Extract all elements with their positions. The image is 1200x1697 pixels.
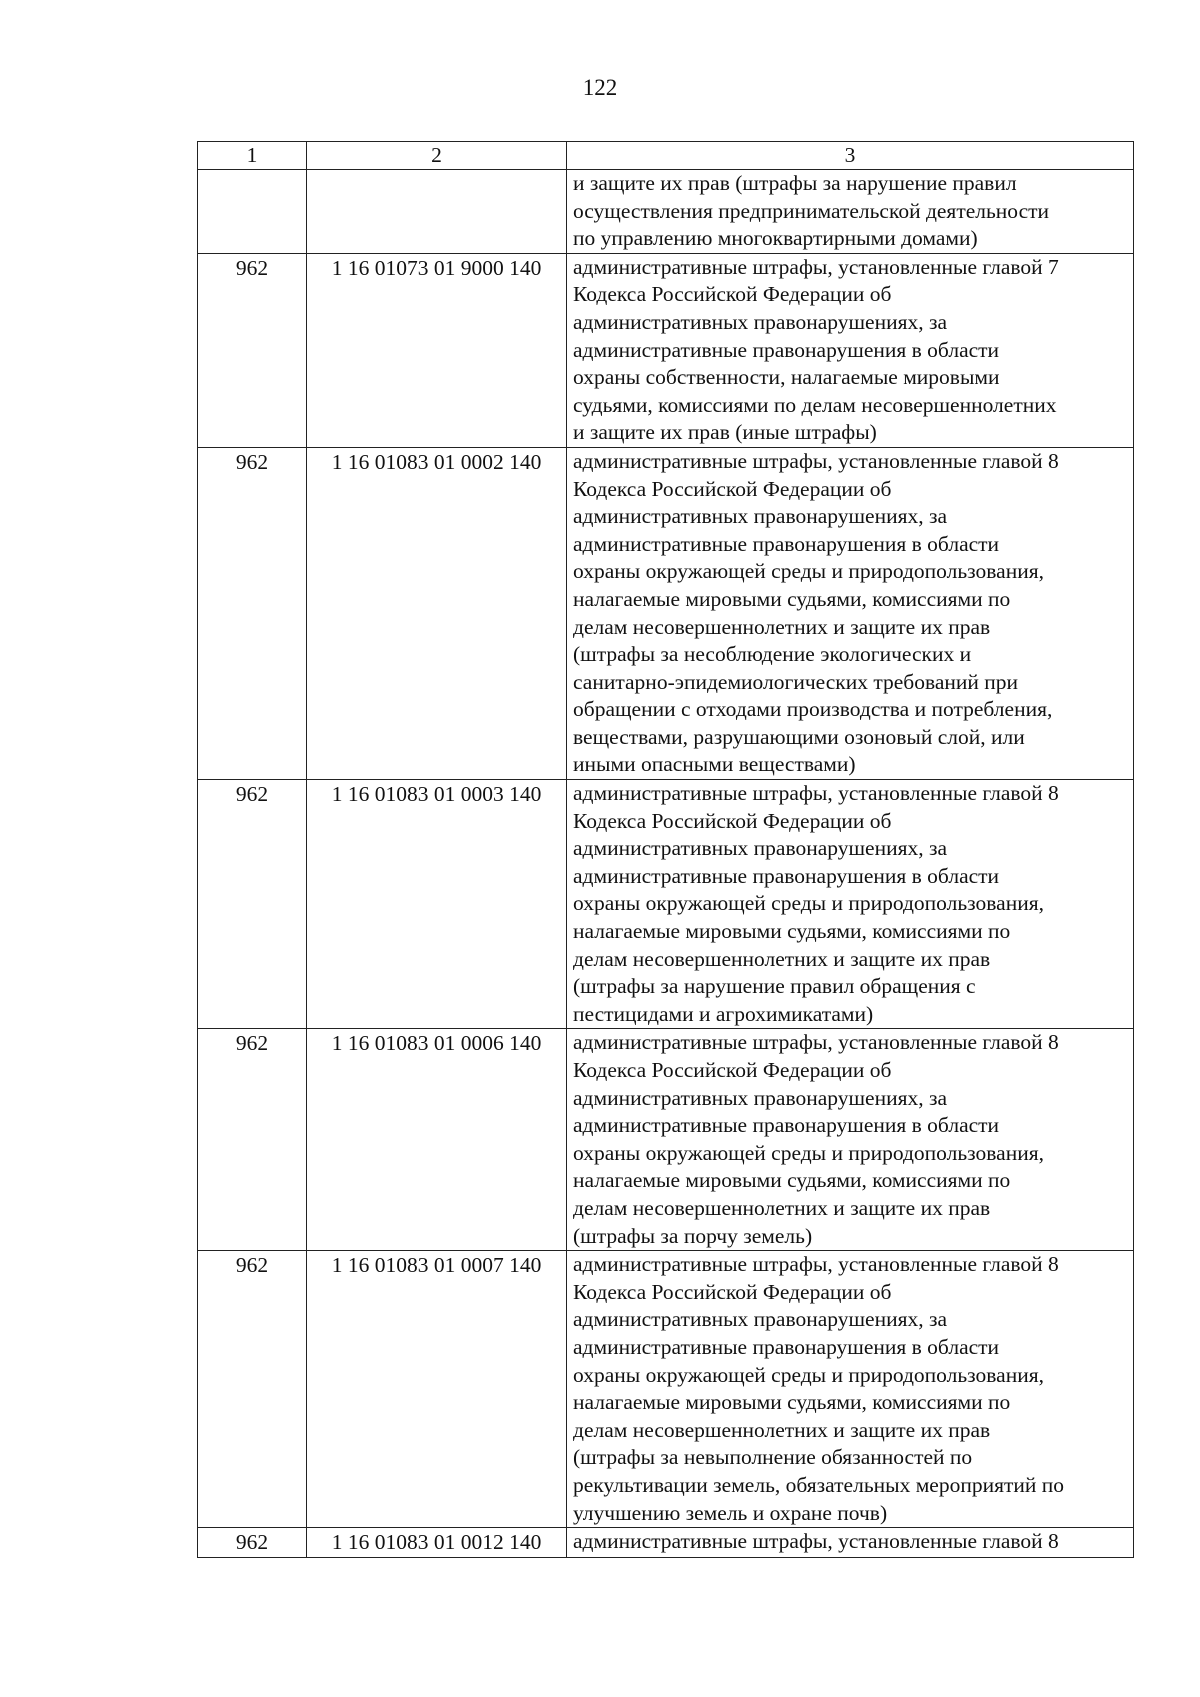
description-cell	[567, 1251, 1134, 1528]
description-line: охраны окружающей среды и природопользования,	[573, 1140, 1044, 1165]
description-line: Кодекса Российской Федерации об	[573, 808, 892, 833]
description-line: и защите их прав (иные штрафы)	[573, 420, 877, 445]
table-row	[198, 1029, 1134, 1251]
description-line: административных правонарушениях, за	[573, 309, 948, 334]
description-line: (штрафы за несоблюдение экологических и	[573, 642, 972, 667]
description-line: рекультивации земель, обязательных мероприятий по	[573, 1472, 1065, 1497]
description-line: охраны окружающей среды и природопользования,	[573, 559, 1044, 584]
admin-code-cell: 962	[198, 447, 307, 779]
budget-classification-code-cell: 1 16 01083 01 0002 140	[307, 447, 567, 779]
description-line: административных правонарушениях, за	[573, 836, 948, 861]
description-line: административные правонарушения в области	[573, 531, 1000, 556]
description-cell	[567, 780, 1134, 1029]
description-line: судьями, комиссиями по делам несовершеннолетних	[573, 392, 1057, 417]
column-header-1: 1	[198, 142, 307, 170]
table-header	[198, 142, 1134, 170]
table-row	[198, 447, 1134, 779]
description-line: (штрафы за невыполнение обязанностей по	[573, 1445, 973, 1470]
admin-code-cell	[198, 170, 307, 254]
description-line: делам несовершеннолетних и защите их прав	[573, 946, 991, 971]
admin-code-cell: 962	[198, 1029, 307, 1251]
table-row	[198, 170, 1134, 254]
page-number: 122	[582, 75, 618, 100]
description-line: административные правонарушения в области	[573, 1334, 1000, 1359]
table-row	[198, 780, 1134, 1029]
table-header-row	[198, 142, 1134, 170]
description-line: административные штрафы, установленные главой 8	[573, 781, 1059, 806]
description-line: (штрафы за нарушение правил обращения с	[573, 974, 976, 999]
column-header-2: 2	[307, 142, 567, 170]
description-line: пестицидами и агрохимикатами)	[573, 1001, 874, 1026]
budget-classification-code-cell: 1 16 01083 01 0012 140	[307, 1528, 567, 1558]
admin-code-cell: 962	[198, 1528, 307, 1558]
description-line: обращении с отходами производства и потребления,	[573, 697, 1053, 722]
description-line: санитарно-эпидемиологических требований при	[573, 669, 1019, 694]
table-row	[198, 1251, 1134, 1528]
description-cell	[567, 1029, 1134, 1251]
description-line: налагаемые мировыми судьями, комиссиями по	[573, 586, 1011, 611]
description-line: административные штрафы, установленные главой 7	[573, 254, 1059, 279]
description-line: осуществления предпринимательской деятельности	[573, 198, 1050, 223]
description-line: налагаемые мировыми судьями, комиссиями по	[573, 1168, 1011, 1193]
description-cell	[567, 447, 1134, 779]
description-line: Кодекса Российской Федерации об	[573, 282, 892, 307]
admin-code-cell: 962	[198, 1251, 307, 1528]
description-line: административные правонарушения в области	[573, 863, 1000, 888]
description-line: налагаемые мировыми судьями, комиссиями по	[573, 919, 1011, 944]
description-cell	[567, 253, 1134, 447]
description-line: по управлению многоквартирными домами)	[573, 226, 978, 251]
admin-code-cell: 962	[198, 253, 307, 447]
budget-classification-code-cell: 1 16 01083 01 0006 140	[307, 1029, 567, 1251]
description-line: улучшению земель и охране почв)	[573, 1500, 888, 1525]
column-header-3: 3	[567, 142, 1134, 170]
description-cell	[567, 170, 1134, 254]
description-line: административных правонарушениях, за	[573, 1307, 948, 1332]
description-line: административные штрафы, установленные главой 8	[573, 1030, 1059, 1055]
description-line: (штрафы за порчу земель)	[573, 1223, 813, 1248]
budget-classification-code-cell: 1 16 01083 01 0007 140	[307, 1251, 567, 1528]
admin-code-cell: 962	[198, 780, 307, 1029]
description-line: охраны окружающей среды и природопользования,	[573, 891, 1044, 916]
description-line: административные правонарушения в области	[573, 337, 1000, 362]
description-line: охраны окружающей среды и природопользования,	[573, 1362, 1044, 1387]
description-line: административные штрафы, установленные главой 8	[573, 1252, 1059, 1277]
description-line: делам несовершеннолетних и защите их прав	[573, 614, 991, 639]
description-line: административные правонарушения в области	[573, 1113, 1000, 1138]
description-line: налагаемые мировыми судьями, комиссиями по	[573, 1390, 1011, 1415]
budget-classification-code-cell: 1 16 01073 01 9000 140	[307, 253, 567, 447]
description-line: охраны собственности, налагаемые мировыми	[573, 365, 1000, 390]
description-line: Кодекса Российской Федерации об	[573, 1058, 892, 1082]
description-line: и защите их прав (штрафы за нарушение правил	[573, 171, 1017, 195]
description-line: делам несовершеннолетних и защите их прав	[573, 1195, 991, 1220]
description-line: делам несовершеннолетних и защите их прав	[573, 1417, 991, 1442]
description-line: веществами, разрушающими озоновый слой, или	[573, 724, 1025, 749]
budget-classification-code-cell	[307, 170, 567, 254]
description-cell	[567, 1528, 1134, 1558]
description-line: административных правонарушениях, за	[573, 1085, 948, 1110]
description-line: административные штрафы, установленные главой 8	[573, 1529, 1059, 1554]
table-row	[198, 1528, 1134, 1558]
description-line: административные штрафы, установленные главой 8	[573, 448, 1059, 473]
budget-codes-table	[197, 141, 1134, 1558]
description-line: иными опасными веществами)	[573, 752, 856, 777]
table-row	[198, 253, 1134, 447]
description-line: Кодекса Российской Федерации об	[573, 476, 892, 501]
table-body	[198, 170, 1134, 1558]
budget-classification-code-cell: 1 16 01083 01 0003 140	[307, 780, 567, 1029]
description-line: административных правонарушениях, за	[573, 504, 948, 529]
description-line: Кодекса Российской Федерации об	[573, 1279, 892, 1304]
